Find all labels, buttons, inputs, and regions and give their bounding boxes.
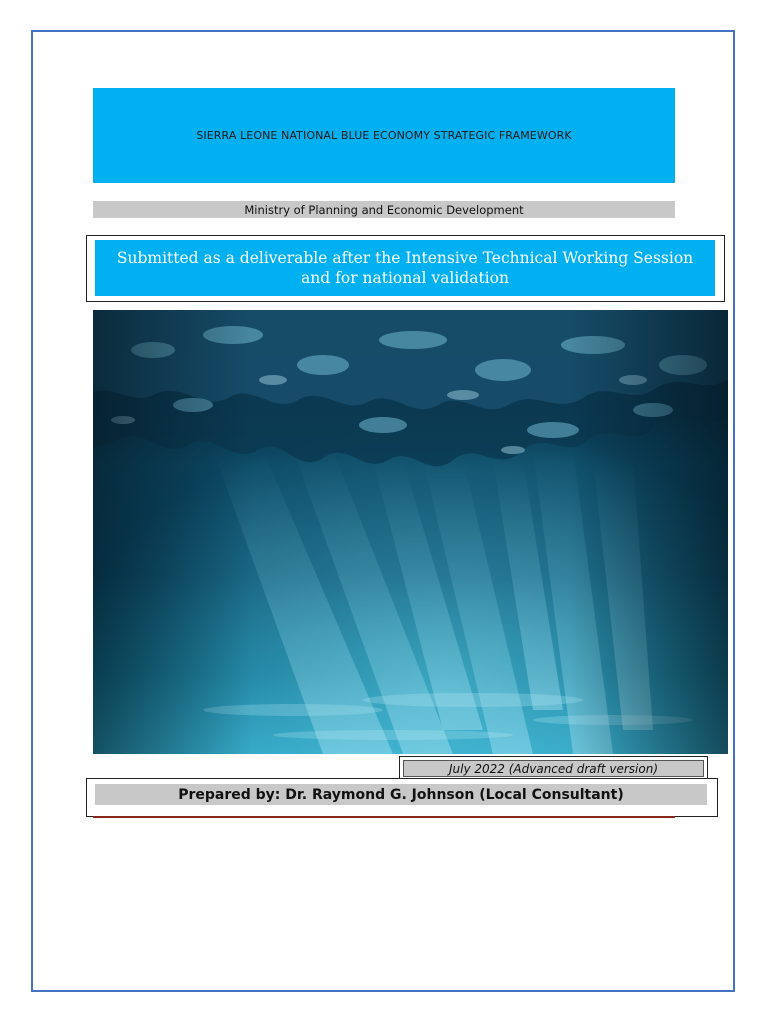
prepared-by: Prepared by: Dr. Raymond G. Johnson (Local Consultant)	[178, 786, 624, 803]
submitted-frame	[86, 235, 725, 302]
ministry-bar	[93, 201, 675, 218]
title-banner	[93, 88, 675, 183]
underwater-cover-image	[93, 310, 728, 754]
submitted-note: Submitted as a deliverable after the Intensive Technical Working Session and for national validation	[116, 249, 694, 287]
prepared-label	[95, 784, 707, 805]
date-version: July 2022 (Advanced draft version)	[448, 761, 658, 776]
prepared-frame	[86, 778, 718, 817]
submitted-banner	[95, 240, 715, 296]
accent-divider	[93, 816, 675, 818]
document-title: SIERRA LEONE NATIONAL BLUE ECONOMY STRATEGIC FRAMEWORK	[196, 129, 572, 142]
ministry-name: Ministry of Planning and Economic Development	[244, 202, 524, 217]
date-label	[403, 760, 704, 777]
